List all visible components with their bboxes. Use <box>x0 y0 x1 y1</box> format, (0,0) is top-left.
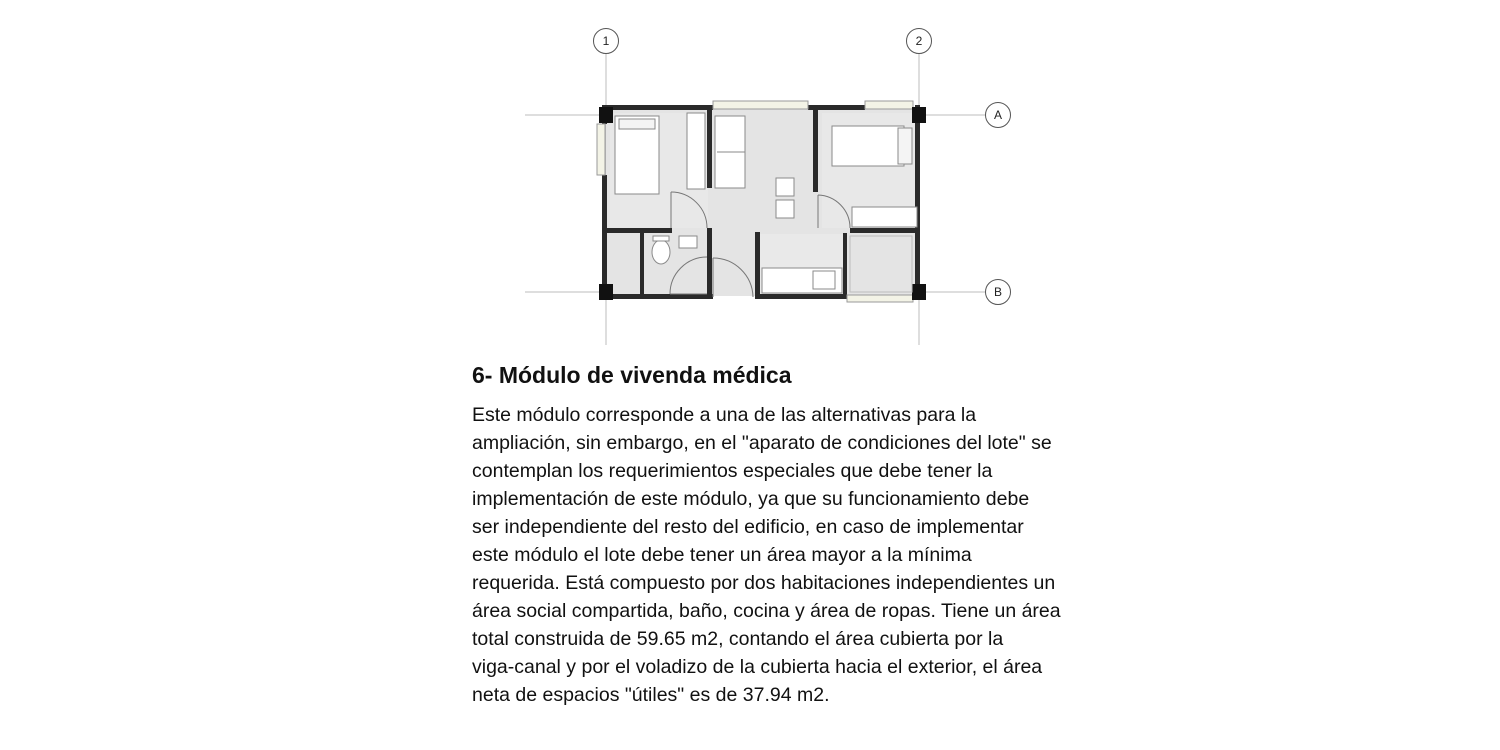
paragraph-line: ampliación, sin embargo, en el "aparato de condiciones del lote" se <box>472 432 1052 454</box>
window-top-right <box>865 101 913 109</box>
paragraph-line: Este módulo corresponde a una de las alternativas para la <box>472 404 977 426</box>
grid-label-b: B <box>993 285 1003 299</box>
section-title: 6- Módulo de vivenda médica <box>472 362 792 388</box>
paragraph-line: total construida de 59.65 m2, contando el área cubierta por la <box>472 628 1004 650</box>
paragraph-line: ser independiente del resto del edificio, en caso de implementar <box>472 516 1024 538</box>
grid-bubble-a <box>986 103 1011 128</box>
paragraph-line: área social compartida, baño, cocina y área de ropas. Tiene un área <box>472 600 1061 622</box>
floor-plan <box>0 0 1500 350</box>
grid-bubble-1 <box>594 29 619 54</box>
window-left <box>597 124 605 175</box>
wardrobe-right-icon <box>852 207 917 227</box>
grid-label-a: A <box>993 108 1003 122</box>
washbasin-icon <box>679 236 697 248</box>
paragraph-line: implementación de este módulo, ya que su funcionamiento debe <box>472 488 1030 510</box>
paragraph-line: viga-canal y por el voladizo de la cubierta hacia el exterior, el área <box>472 656 1043 678</box>
paragraph-line: neta de espacios "útiles" es de 37.94 m2. <box>472 684 830 706</box>
grid-bubble-2 <box>907 29 932 54</box>
grid-label-1: 1 <box>602 34 610 48</box>
column-2a <box>912 107 926 123</box>
window-bottom-right <box>847 295 913 302</box>
sink-icon <box>813 271 835 289</box>
toilet-icon <box>652 240 670 264</box>
column-1b <box>599 284 613 300</box>
paragraph-line: contemplan los requerimientos especiales que debe tener la <box>472 460 993 482</box>
description-paragraph <box>472 401 1152 709</box>
column-2b <box>912 284 926 300</box>
wardrobe-left-icon <box>687 113 705 189</box>
bed-right-icon <box>832 126 904 166</box>
grid-label-2: 2 <box>915 34 923 48</box>
window-top-middle <box>713 101 808 109</box>
paragraph-line: este módulo el lote debe tener un área mayor a la mínima <box>472 544 972 566</box>
grid-bubble-b <box>986 280 1011 305</box>
paragraph-line: requerida. Está compuesto por dos habitaciones independientes un <box>472 572 1056 594</box>
column-1a <box>599 107 613 123</box>
table-icon <box>776 178 794 196</box>
